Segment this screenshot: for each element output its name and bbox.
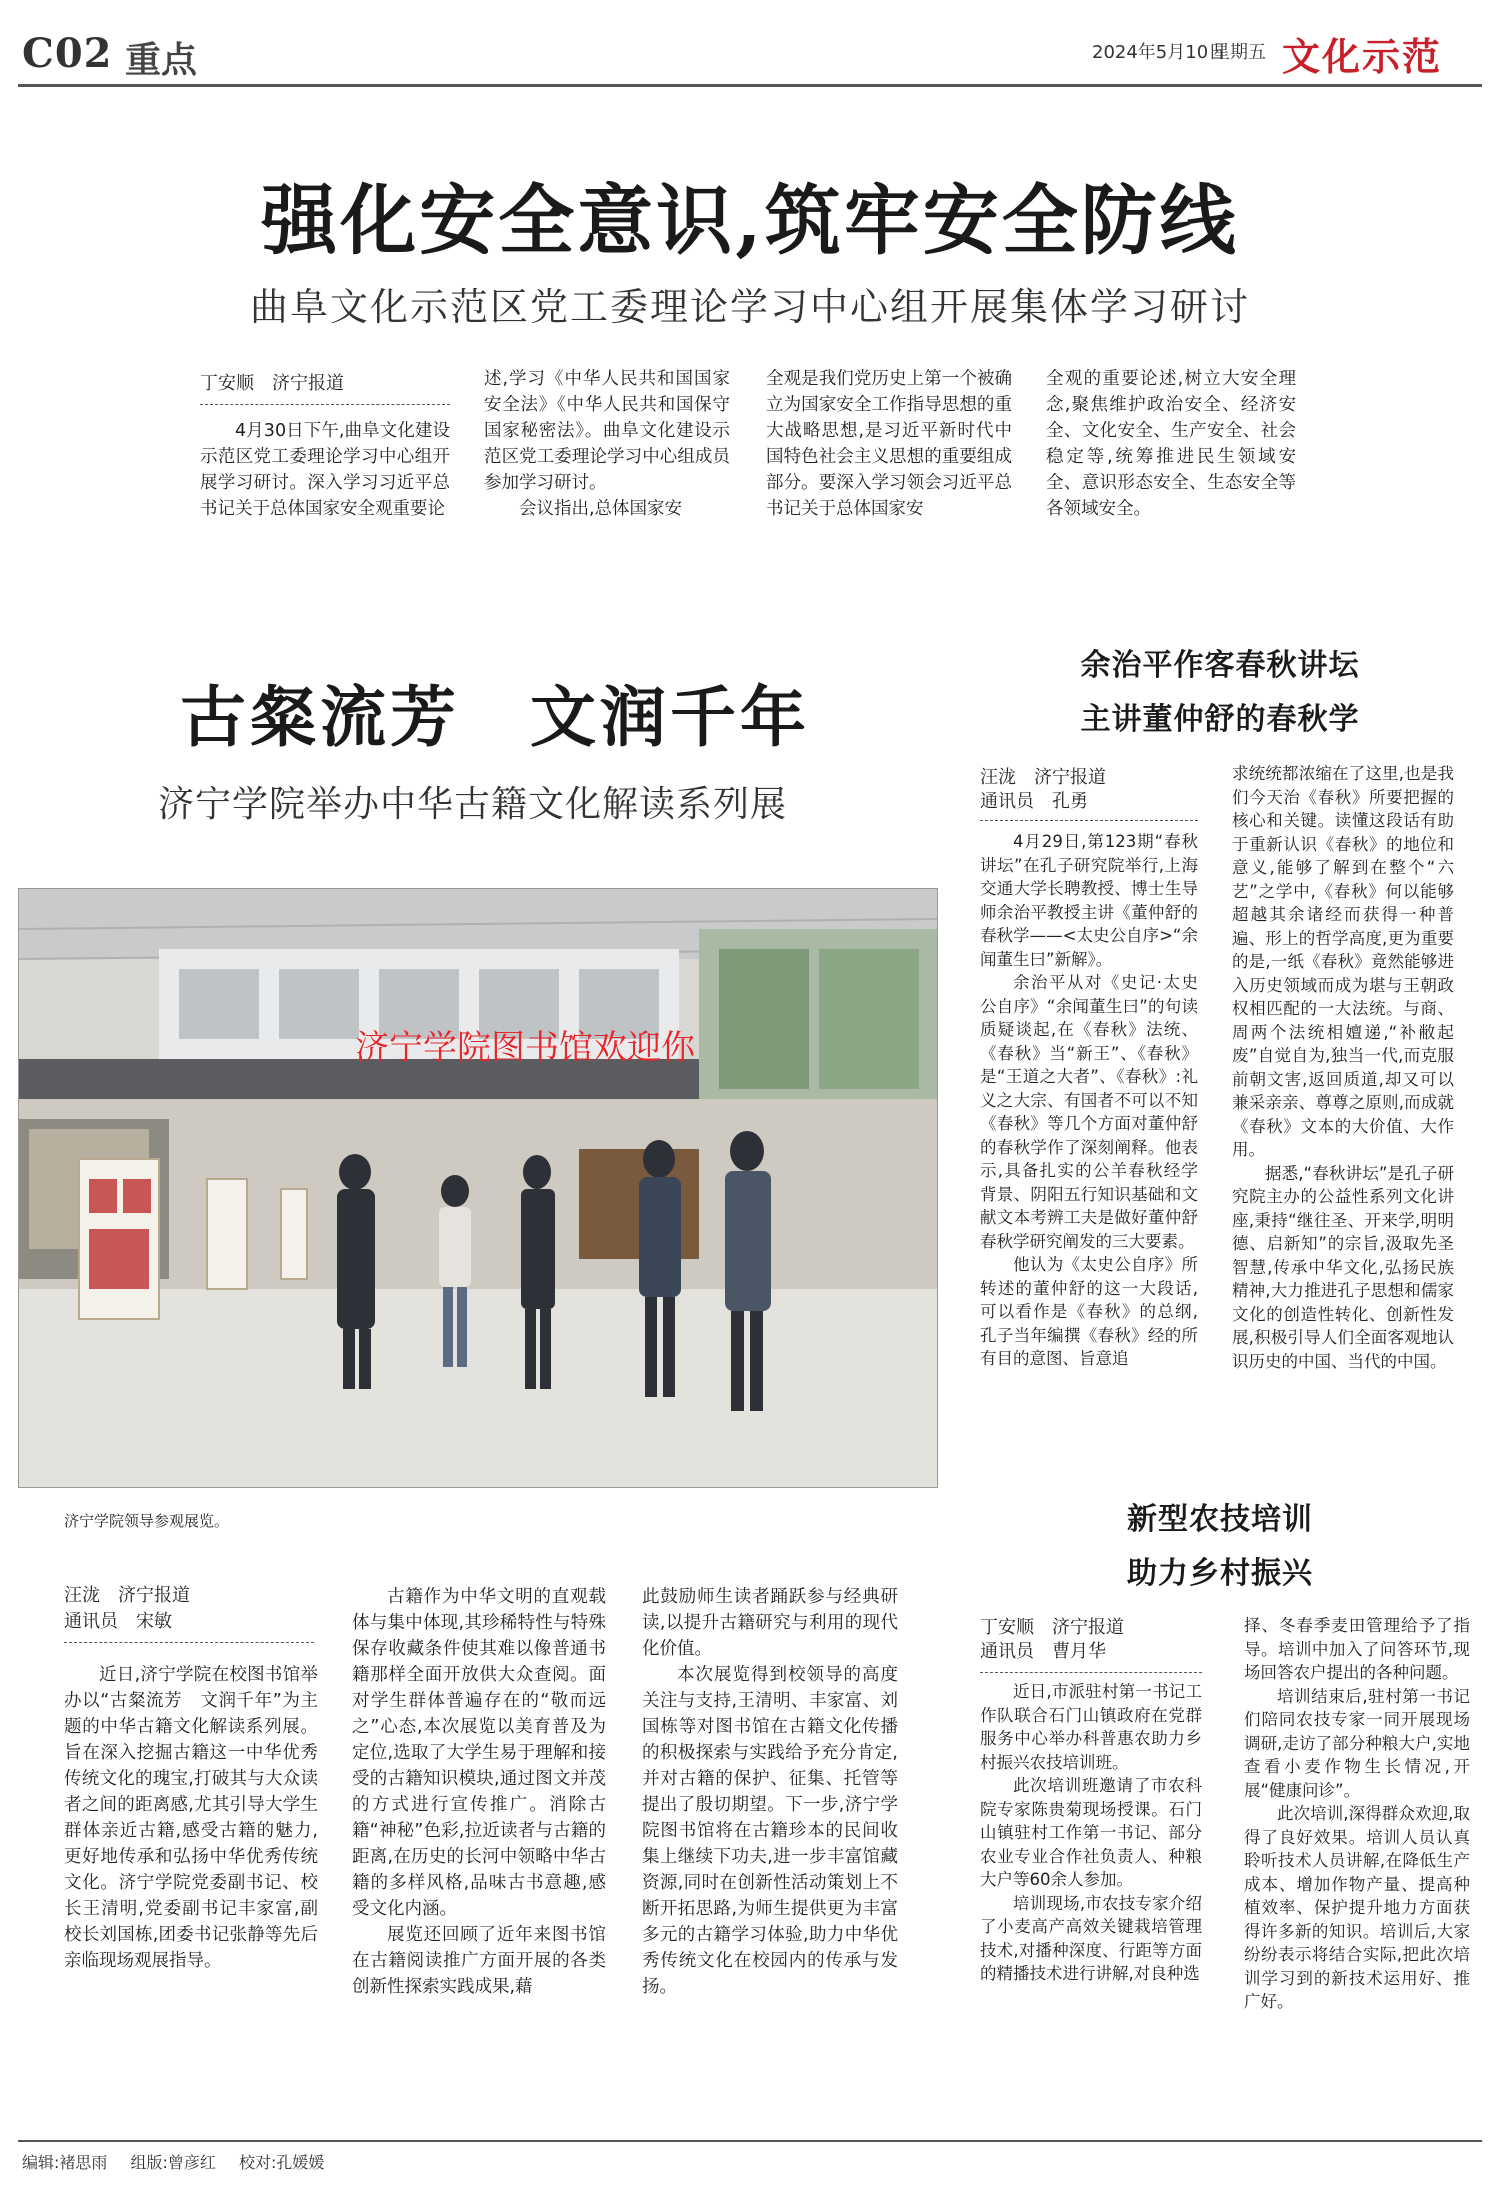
article1-byline: 丁安顺 济宁报道 <box>200 373 344 394</box>
article1-subtitle: 曲阜文化示范区党工委理论学习中心组开展集体学习研讨 <box>249 285 1250 329</box>
article2-col1 <box>64 1662 318 1974</box>
footer-editor: 编辑:褚思雨 <box>22 2153 108 2172</box>
article1-col4 <box>1046 366 1296 522</box>
footer-credits <box>22 2150 342 2173</box>
article1-col2 <box>484 366 730 522</box>
paragraph: 4月30日下午,曲阜文化建设示范区党工委理论学习中心组开展学习研讨。深入学习习近平总书记关于总体国家安全观重要论 <box>200 421 450 519</box>
paragraph: 此次培训班邀请了市农科院专家陈贵菊现场授课。石门山镇驻村工作第一书记、部分农业专业合作社负责人、种粮大户等60余人参加。 <box>980 1776 1202 1889</box>
article4-byline-rule <box>980 1672 1202 1673</box>
article1-byline-rule <box>200 404 450 405</box>
article2-subtitle: 济宁学院举办中华古籍文化解读系列展 <box>158 784 788 825</box>
paragraph: 近日,济宁学院在校图书馆举办以“古粲流芳 文润千年”为主题的中华古籍文化解读系列展。旨在深入挖掘古籍这一中华优秀传统文化的瑰宝,打破其与大众读者之间的距离感,尤其引导大学生群体亲近古籍,感受古籍的魅力,更好地传承和弘扬中华优秀传统文化。济宁学院党委副书记、校长王清明,党委副书记丰家富,副校长刘国栋,团委书记张静等先后亲临现场观展指导。 <box>64 1665 318 1971</box>
photo-caption: 济宁学院领导参观展览。 <box>64 1512 230 1530</box>
article1-col1 <box>200 418 450 522</box>
paragraph: 此鼓励师生读者踊跃参与经典研读,以提升古籍研究与利用的现代化价值。 <box>642 1587 898 1659</box>
article2-col3 <box>642 1584 898 2000</box>
paragraph: 培训结束后,驻村第一书记们陪同农技专家一同开展现场调研,走访了部分种粮大户,实地查看小麦作物生长情况,开展“健康问诊”。 <box>1244 1686 1470 1800</box>
article3-byline-rule <box>980 820 1198 821</box>
paragraph: 述,学习《中华人民共和国国家安全法》《中华人民共和国保守国家秘密法》。曲阜文化建设示范区党工委理论学习中心组成员参加学习研讨。 <box>484 369 730 493</box>
paragraph: 近日,市派驻村第一书记工作队联合石门山镇政府在党群服务中心举办科普惠农助力乡村振兴农技培训班。 <box>980 1682 1202 1772</box>
footer-proof: 校对:孔媛媛 <box>239 2153 325 2172</box>
article1-col3 <box>766 366 1012 522</box>
issue-date: 2024年5月10日 <box>1092 42 1227 63</box>
article4-byline-reporter: 丁安顺 济宁报道 <box>980 1617 1124 1638</box>
paragraph: 全观的重要论述,树立大安全理念,聚焦维护政治安全、经济安全、文化安全、生产安全、社会稳定等,统筹推进民生领域安全、意识形态安全、生态安全等各领域安全。 <box>1046 369 1296 519</box>
paragraph: 展览还回顾了近年来图书馆在古籍阅读推广方面开展的各类创新性探索实践成果,藉 <box>352 1925 606 1997</box>
paragraph: 本次展览得到校领导的高度关注与支持,王清明、丰家富、刘国栋等对图书馆在古籍文化传播的积极探索与实践给予充分肯定,并对古籍的保护、征集、托管等提出了殷切期望。下一步,济宁学院图书馆将在古籍珍本的民间收集上继续下功夫,进一步丰富馆藏资源,同时在创新性活动策划上不断开拓思路,为师生提供更为丰富多元的古籍学习体验,助力中华优秀传统文化在校园内的传承与发扬。 <box>642 1665 898 1997</box>
paragraph: 培训现场,市农技专家介绍了小麦高产高效关键栽培管理技术,对播种深度、行距等方面的精播技术进行讲解,对良种选 <box>980 1893 1202 1983</box>
article3-byline-reporter: 汪泷 济宁报道 <box>980 767 1106 788</box>
paragraph: 据悉,“春秋讲坛”是孔子研究院主办的公益性系列文化讲座,秉持“继往圣、开来学,明明德、启新知”的宗旨,汲取先圣智慧,传承中华文化,弘扬民族精神,大力推进孔子思想和儒家文化的创造性转化、创新性发展,积极引导人们全面客观地认识历史的中国、当代的中国。 <box>1232 1163 1454 1371</box>
article1-title: 强化安全意识,筑牢安全防线 <box>261 176 1239 265</box>
article4-byline-correspondent: 通讯员 曹月华 <box>980 1641 1106 1662</box>
paragraph: 此次培训,深得群众欢迎,取得了良好效果。培训人员认真聆听技术人员讲解,在降低生产成本、增加作物产量、提高种植效率、保护提升地力方面获得许多新的知识。培训后,大家纷纷表示将结合实际,把此次培训学习到的新技术运用好、推广好。 <box>1244 1804 1470 2011</box>
paragraph: 古籍作为中华文明的直观载体与集中体现,其珍稀特性与特殊保存收藏条件使其难以像普通书籍那样全面开放供大众查阅。面对学生群体普遍存在的“敬而远之”心态,本次展览以美育普及为定位,选取了大学生易于理解和接受的古籍知识模块,通过图文并茂的方式进行宣传推广。消除古籍“神秘”色彩,拉近读者与古籍的距离,在历史的长河中领略中华古籍的多样风格,品味古书意趣,感受文化内涵。 <box>352 1587 606 1919</box>
section-label: 重点 <box>125 40 198 81</box>
article3-col2 <box>1232 762 1454 1373</box>
page-code: C02 <box>22 30 113 77</box>
paragraph: 求统统都浓缩在了这里,也是我们今天治《春秋》所要把握的核心和关键。读懂这段话有助于重新认识《春秋》的地位和意义,能够了解到在整个“六艺”之学中,《春秋》何以能够超越其余诸经而获得一种普遍、形上的哲学高度,更为重要的是,一纸《春秋》竟然能够进入历史领域而成为堪与王朝政权相匹配的一大法统。与商、周两个法统相嬗递,“补敝起废”自觉自为,独当一代,而克服前朝文害,返回质道,却又可以兼采亲亲、尊尊之原则,而成就《春秋》文本的大价值、大作用。 <box>1232 764 1454 1159</box>
article3-col1 <box>980 830 1198 1371</box>
paragraph: 全观是我们党历史上第一个被确立为国家安全工作指导思想的重大战略思想,是习近平新时代中国特色社会主义思想的重要组成部分。要深入学习领会习近平总书记关于总体国家安 <box>766 369 1012 519</box>
footer-layout: 组版:曾彦红 <box>130 2153 216 2172</box>
article2-byline-rule <box>64 1642 314 1643</box>
photo-led-banner: 济宁学院图书馆欢迎你 <box>355 1028 695 1068</box>
paragraph: 余治平从对《史记·太史公自序》“余闻董生曰”的句读质疑谈起,在《春秋》法统、《春秋》当“新王”、《春秋》是“王道之大者”、《春秋》:礼义之大宗、有国者不可以不知《春秋》等几个方面对董仲舒的春秋学作了深刻阐释。他表示,具备扎实的公羊春秋经学背景、阴阳五行知识基础和文献文本考辨工夫是做好董仲舒春秋学研究阐发的三大要素。 <box>980 973 1198 1251</box>
exhibition-photo <box>18 888 938 1488</box>
paragraph: 他认为《太史公自序》所转述的董仲舒的这一大段话,可以看作是《春秋》的总纲,孔子当年编撰《春秋》经的所有目的意图、旨意追 <box>980 1255 1198 1368</box>
article3-title-line2: 主讲董仲舒的春秋学 <box>1080 702 1360 737</box>
paragraph: 择、冬春季麦田管理给予了指导。培训中加入了问答环节,现场回答农户提出的各种问题。 <box>1244 1616 1470 1682</box>
article3-byline-correspondent: 通讯员 孔勇 <box>980 791 1088 812</box>
article4-title-line1: 新型农技培训 <box>1127 1502 1313 1537</box>
masthead-rule <box>18 84 1482 87</box>
article2-col2 <box>352 1584 606 2000</box>
issue-weekday: 星期五 <box>1212 42 1266 63</box>
article4-col2 <box>1244 1614 1470 2014</box>
article2-byline-reporter: 汪泷 济宁报道 <box>64 1585 190 1606</box>
footer-rule <box>18 2140 1482 2142</box>
paragraph: 4月29日,第123期“春秋讲坛”在孔子研究院举行,上海交通大学长聘教授、博士生导师余治平教授主讲《董仲舒的春秋学——<太史公自序>“余闻董生曰”新解》。 <box>980 832 1198 969</box>
article4-title-line2: 助力乡村振兴 <box>1127 1556 1313 1591</box>
article3-title-line1: 余治平作客春秋讲坛 <box>1080 648 1360 683</box>
brand-logo: 文化示范 <box>1282 35 1443 79</box>
article2-byline-correspondent: 通讯员 宋敏 <box>64 1611 172 1632</box>
article2-title: 古粲流芳 文润千年 <box>180 678 810 756</box>
paragraph: 会议指出,总体国家安 <box>519 499 683 519</box>
article4-col1 <box>980 1680 1202 1986</box>
